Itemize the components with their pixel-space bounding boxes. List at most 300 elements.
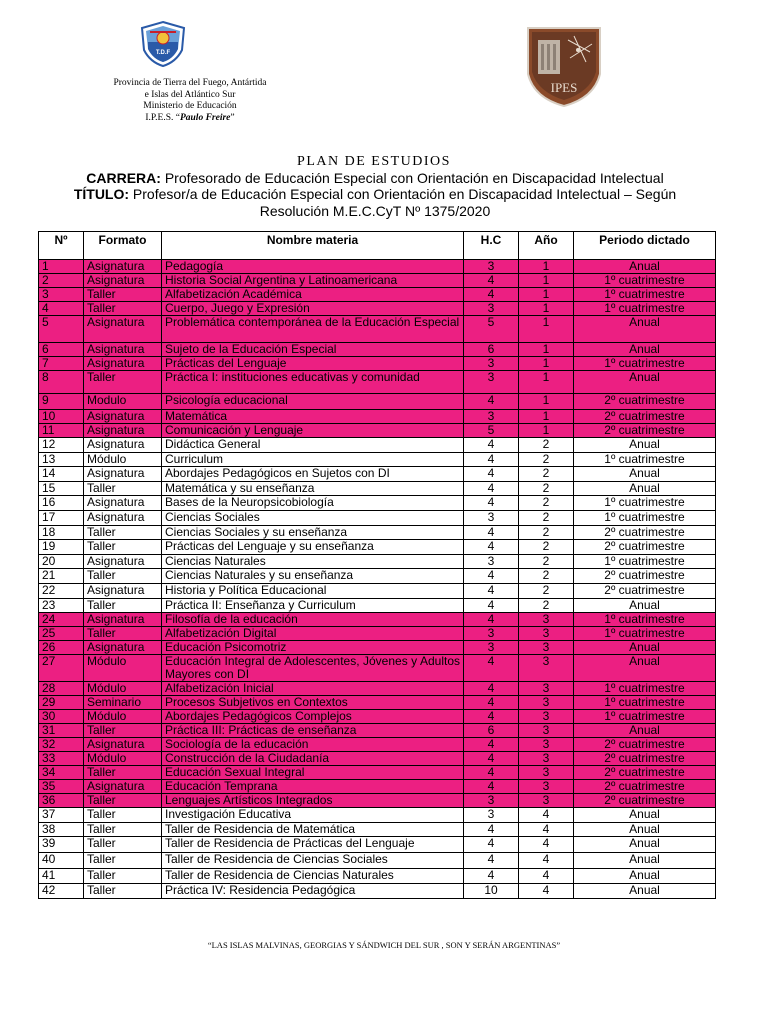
cell-period: 1º cuatrimestre — [574, 627, 716, 641]
cell-format: Asignatura — [84, 738, 162, 752]
table-row — [39, 452, 716, 467]
cell-subject-name: Prácticas del Lenguaje y su enseñanza — [162, 540, 464, 555]
cell-hours: 3 — [464, 627, 519, 641]
table-row — [39, 302, 716, 316]
cell-period: Anual — [574, 343, 716, 357]
cell-number: 19 — [39, 540, 84, 555]
titulo-value: Profesor/a de Educación Especial con Orientación en Discapacidad Intelectual – Según Resolución M.E.C.CyT Nº 1375/2020 — [129, 186, 677, 219]
carrera-label: CARRERA: — [86, 170, 161, 186]
cell-year: 2 — [519, 481, 574, 496]
table-row — [39, 869, 716, 884]
table-row — [39, 260, 716, 274]
cell-period: 2º cuatrimestre — [574, 410, 716, 424]
cell-number: 38 — [39, 822, 84, 837]
cell-subject-name: Bases de la Neuropsicobiología — [162, 496, 464, 511]
cell-hours: 4 — [464, 752, 519, 766]
cell-subject-name: Curriculum — [162, 452, 464, 467]
cell-number: 16 — [39, 496, 84, 511]
cell-hours: 10 — [464, 883, 519, 898]
cell-format: Asignatura — [84, 554, 162, 569]
cell-format: Taller — [84, 808, 162, 823]
cell-hours: 4 — [464, 780, 519, 794]
header-format: Formato — [84, 232, 162, 260]
cell-period: Anual — [574, 260, 716, 274]
cell-subject-name: Pedagogía — [162, 260, 464, 274]
cell-hours: 4 — [464, 438, 519, 453]
cell-year: 3 — [519, 613, 574, 627]
cell-number: 17 — [39, 510, 84, 525]
cell-year: 1 — [519, 316, 574, 343]
table-row — [39, 780, 716, 794]
table-row — [39, 883, 716, 898]
cell-format: Taller — [84, 481, 162, 496]
cell-period: 2º cuatrimestre — [574, 569, 716, 584]
cell-format: Módulo — [84, 682, 162, 696]
cell-number: 12 — [39, 438, 84, 453]
cell-number: 24 — [39, 613, 84, 627]
cell-year: 3 — [519, 738, 574, 752]
table-row — [39, 808, 716, 823]
cell-hours: 4 — [464, 583, 519, 598]
cell-hours: 4 — [464, 481, 519, 496]
cell-year: 2 — [519, 554, 574, 569]
cell-year: 4 — [519, 869, 574, 884]
province-crest-logo — [138, 20, 188, 68]
table-row — [39, 274, 716, 288]
cell-period: 2º cuatrimestre — [574, 525, 716, 540]
cell-subject-name: Investigación Educativa — [162, 808, 464, 823]
cell-year: 3 — [519, 752, 574, 766]
cell-year: 3 — [519, 794, 574, 808]
cell-hours: 4 — [464, 613, 519, 627]
cell-period: Anual — [574, 641, 716, 655]
cell-format: Taller — [84, 598, 162, 613]
cell-hours: 4 — [464, 540, 519, 555]
cell-subject-name: Alfabetización Académica — [162, 288, 464, 302]
cell-period: Anual — [574, 371, 716, 394]
table-row — [39, 752, 716, 766]
cell-format: Taller — [84, 724, 162, 738]
table-row — [39, 554, 716, 569]
cell-number: 40 — [39, 853, 84, 869]
cell-period: 2º cuatrimestre — [574, 394, 716, 410]
table-row — [39, 822, 716, 837]
table-row — [39, 710, 716, 724]
cell-format: Asignatura — [84, 357, 162, 371]
cell-subject-name: Sujeto de la Educación Especial — [162, 343, 464, 357]
cell-format: Módulo — [84, 452, 162, 467]
cell-number: 22 — [39, 583, 84, 598]
cell-hours: 4 — [464, 496, 519, 511]
cell-year: 3 — [519, 710, 574, 724]
cell-format: Asignatura — [84, 583, 162, 598]
cell-format: Taller — [84, 569, 162, 584]
cell-period: Anual — [574, 467, 716, 482]
cell-subject-name: Práctica III: Prácticas de enseñanza — [162, 724, 464, 738]
cell-format: Asignatura — [84, 613, 162, 627]
cell-year: 1 — [519, 343, 574, 357]
cell-subject-name: Lenguajes Artísticos Integrados — [162, 794, 464, 808]
cell-period: Anual — [574, 316, 716, 343]
table-row — [39, 794, 716, 808]
cell-number: 29 — [39, 696, 84, 710]
cell-subject-name: Alfabetización Inicial — [162, 682, 464, 696]
cell-subject-name: Práctica IV: Residencia Pedagógica — [162, 883, 464, 898]
table-row — [39, 540, 716, 555]
cell-format: Taller — [84, 853, 162, 869]
cell-number: 28 — [39, 682, 84, 696]
table-row — [39, 288, 716, 302]
cell-format: Taller — [84, 822, 162, 837]
cell-subject-name: Práctica I: instituciones educativas y comunidad — [162, 371, 464, 394]
cell-hours: 4 — [464, 869, 519, 884]
cell-format: Seminario — [84, 696, 162, 710]
cell-year: 4 — [519, 853, 574, 869]
cell-number: 36 — [39, 794, 84, 808]
table-row — [39, 738, 716, 752]
cell-year: 2 — [519, 510, 574, 525]
table-row — [39, 371, 716, 394]
cell-format: Taller — [84, 540, 162, 555]
cell-subject-name: Didáctica General — [162, 438, 464, 453]
cell-subject-name: Alfabetización Digital — [162, 627, 464, 641]
cell-hours: 3 — [464, 641, 519, 655]
cell-subject-name: Matemática y su enseñanza — [162, 481, 464, 496]
cell-year: 2 — [519, 540, 574, 555]
cell-format: Taller — [84, 869, 162, 884]
table-row — [39, 357, 716, 371]
cell-subject-name: Taller de Residencia de Matemática — [162, 822, 464, 837]
cell-subject-name: Educación Temprana — [162, 780, 464, 794]
cell-year: 1 — [519, 357, 574, 371]
cell-format: Asignatura — [84, 780, 162, 794]
cell-format: Taller — [84, 302, 162, 316]
study-plan-table — [38, 231, 716, 899]
header-period: Periodo dictado — [574, 232, 716, 260]
cell-hours: 4 — [464, 837, 519, 853]
cell-period: Anual — [574, 598, 716, 613]
ipes-name: Paulo Freire — [179, 112, 231, 123]
plan-title: PLAN DE ESTUDIOS — [297, 154, 451, 169]
table-row — [39, 641, 716, 655]
table-row — [39, 696, 716, 710]
table-row — [39, 410, 716, 424]
titulo-label: TÍTULO: — [73, 186, 130, 202]
table-row — [39, 655, 716, 682]
cell-hours: 6 — [464, 724, 519, 738]
cell-format: Módulo — [84, 710, 162, 724]
cell-year: 1 — [519, 274, 574, 288]
cell-hours: 3 — [464, 357, 519, 371]
header-number: Nº — [39, 232, 84, 260]
cell-period: 1º cuatrimestre — [574, 496, 716, 511]
cell-subject-name: Ciencias Naturales y su enseñanza — [162, 569, 464, 584]
cell-format: Asignatura — [84, 496, 162, 511]
cell-hours: 5 — [464, 316, 519, 343]
cell-hours: 4 — [464, 274, 519, 288]
cell-number: 20 — [39, 554, 84, 569]
cell-hours: 6 — [464, 343, 519, 357]
cell-subject-name: Abordajes Pedagógicos en Sujetos con DI — [162, 467, 464, 482]
cell-subject-name: Ciencias Sociales — [162, 510, 464, 525]
cell-period: 2º cuatrimestre — [574, 780, 716, 794]
cell-period: 1º cuatrimestre — [574, 510, 716, 525]
cell-format: Módulo — [84, 752, 162, 766]
institution-header — [60, 78, 320, 124]
cell-year: 1 — [519, 288, 574, 302]
cell-subject-name: Prácticas del Lenguaje — [162, 357, 464, 371]
cell-number: 11 — [39, 424, 84, 438]
cell-subject-name: Abordajes Pedagógicos Complejos — [162, 710, 464, 724]
cell-number: 15 — [39, 481, 84, 496]
cell-year: 2 — [519, 452, 574, 467]
cell-number: 26 — [39, 641, 84, 655]
cell-period: 2º cuatrimestre — [574, 540, 716, 555]
cell-year: 3 — [519, 682, 574, 696]
cell-period: Anual — [574, 853, 716, 869]
cell-format: Taller — [84, 883, 162, 898]
cell-number: 18 — [39, 525, 84, 540]
cell-subject-name: Educación Sexual Integral — [162, 766, 464, 780]
cell-number: 34 — [39, 766, 84, 780]
cell-format: Taller — [84, 371, 162, 394]
cell-number: 14 — [39, 467, 84, 482]
cell-format: Taller — [84, 837, 162, 853]
cell-hours: 3 — [464, 510, 519, 525]
table-row — [39, 424, 716, 438]
cell-hours: 4 — [464, 598, 519, 613]
cell-format: Asignatura — [84, 641, 162, 655]
cell-period: Anual — [574, 655, 716, 682]
cell-year: 3 — [519, 696, 574, 710]
cell-year: 2 — [519, 525, 574, 540]
cell-hours: 3 — [464, 260, 519, 274]
cell-number: 1 — [39, 260, 84, 274]
table-row — [39, 598, 716, 613]
cell-year: 4 — [519, 822, 574, 837]
footer-slogan: “LAS ISLAS MALVINAS, GEORGIAS Y SÁNDWICH DEL SUR , SON Y SERÁN ARGENTINAS” — [207, 940, 561, 950]
cell-number: 39 — [39, 837, 84, 853]
institution-line: Provincia de Tierra del Fuego, Antártida — [113, 78, 267, 88]
cell-subject-name: Psicología educacional — [162, 394, 464, 410]
table-row — [39, 766, 716, 780]
table-row — [39, 682, 716, 696]
cell-subject-name: Taller de Residencia de Prácticas del Lenguaje — [162, 837, 464, 853]
cell-period: Anual — [574, 724, 716, 738]
cell-subject-name: Problemática contemporánea de la Educación Especial — [162, 316, 464, 343]
header-hours: H.C — [464, 232, 519, 260]
cell-period: 2º cuatrimestre — [574, 752, 716, 766]
cell-year: 1 — [519, 424, 574, 438]
cell-number: 6 — [39, 343, 84, 357]
cell-hours: 4 — [464, 525, 519, 540]
cell-year: 3 — [519, 655, 574, 682]
cell-number: 25 — [39, 627, 84, 641]
cell-period: 1º cuatrimestre — [574, 274, 716, 288]
cell-hours: 3 — [464, 371, 519, 394]
cell-format: Taller — [84, 525, 162, 540]
cell-period: Anual — [574, 822, 716, 837]
cell-year: 2 — [519, 467, 574, 482]
cell-subject-name: Ciencias Naturales — [162, 554, 464, 569]
cell-subject-name: Procesos Subjetivos en Contextos — [162, 696, 464, 710]
cell-period: Anual — [574, 481, 716, 496]
cell-hours: 4 — [464, 288, 519, 302]
cell-year: 4 — [519, 883, 574, 898]
cell-subject-name: Construcción de la Ciudadanía — [162, 752, 464, 766]
cell-period: 1º cuatrimestre — [574, 710, 716, 724]
cell-hours: 3 — [464, 808, 519, 823]
cell-subject-name: Cuerpo, Juego y Expresión — [162, 302, 464, 316]
table-row — [39, 343, 716, 357]
cell-subject-name: Práctica II: Enseñanza y Curriculum — [162, 598, 464, 613]
cell-number: 8 — [39, 371, 84, 394]
cell-period: 1º cuatrimestre — [574, 452, 716, 467]
ipes-line: I.P.E.S. “Paulo Freire” — [145, 112, 235, 123]
cell-period: 1º cuatrimestre — [574, 696, 716, 710]
cell-number: 33 — [39, 752, 84, 766]
cell-format: Asignatura — [84, 467, 162, 482]
cell-number: 5 — [39, 316, 84, 343]
table-row — [39, 394, 716, 410]
cell-subject-name: Ciencias Sociales y su enseñanza — [162, 525, 464, 540]
cell-hours: 4 — [464, 710, 519, 724]
cell-number: 4 — [39, 302, 84, 316]
table-row — [39, 724, 716, 738]
cell-format: Taller — [84, 794, 162, 808]
cell-hours: 5 — [464, 424, 519, 438]
cell-format: Asignatura — [84, 274, 162, 288]
cell-number: 7 — [39, 357, 84, 371]
cell-subject-name: Educación Integral de Adolescentes, Jóvenes y Adultos Mayores con DI — [162, 655, 464, 682]
cell-format: Asignatura — [84, 343, 162, 357]
cell-number: 42 — [39, 883, 84, 898]
cell-period: 1º cuatrimestre — [574, 554, 716, 569]
cell-period: 2º cuatrimestre — [574, 738, 716, 752]
cell-period: 2º cuatrimestre — [574, 766, 716, 780]
cell-period: 1º cuatrimestre — [574, 682, 716, 696]
cell-hours: 3 — [464, 794, 519, 808]
cell-year: 1 — [519, 260, 574, 274]
cell-hours: 3 — [464, 554, 519, 569]
table-row — [39, 837, 716, 853]
cell-hours: 4 — [464, 569, 519, 584]
cell-period: 2º cuatrimestre — [574, 583, 716, 598]
cell-number: 2 — [39, 274, 84, 288]
table-row — [39, 613, 716, 627]
cell-format: Asignatura — [84, 510, 162, 525]
cell-format: Taller — [84, 288, 162, 302]
cell-number: 30 — [39, 710, 84, 724]
carrera-value: Profesorado de Educación Especial con Orientación en Discapacidad Intelectual — [160, 170, 664, 186]
cell-number: 23 — [39, 598, 84, 613]
cell-year: 2 — [519, 496, 574, 511]
cell-number: 9 — [39, 394, 84, 410]
cell-hours: 4 — [464, 822, 519, 837]
cell-hours: 4 — [464, 696, 519, 710]
cell-period: 1º cuatrimestre — [574, 288, 716, 302]
cell-subject-name: Taller de Residencia de Ciencias Sociales — [162, 853, 464, 869]
cell-hours: 4 — [464, 394, 519, 410]
table-header-row — [39, 232, 716, 260]
cell-period: 2º cuatrimestre — [574, 424, 716, 438]
table-row — [39, 627, 716, 641]
cell-number: 32 — [39, 738, 84, 752]
cell-period: 1º cuatrimestre — [574, 357, 716, 371]
table-row — [39, 583, 716, 598]
cell-subject-name: Matemática — [162, 410, 464, 424]
cell-number: 10 — [39, 410, 84, 424]
svg-text:T.D.F: T.D.F — [155, 50, 171, 56]
cell-period: Anual — [574, 808, 716, 823]
cell-year: 3 — [519, 766, 574, 780]
cell-number: 3 — [39, 288, 84, 302]
cell-format: Asignatura — [84, 316, 162, 343]
table-row — [39, 569, 716, 584]
cell-subject-name: Comunicación y Lenguaje — [162, 424, 464, 438]
cell-format: Módulo — [84, 655, 162, 682]
cell-number: 13 — [39, 452, 84, 467]
cell-year: 3 — [519, 780, 574, 794]
carrera-line — [40, 170, 710, 187]
institution-line: e Islas del Atlántico Sur — [144, 89, 236, 100]
cell-period: Anual — [574, 837, 716, 853]
cell-format: Taller — [84, 766, 162, 780]
cell-period: 1º cuatrimestre — [574, 613, 716, 627]
cell-number: 31 — [39, 724, 84, 738]
svg-text:IPES: IPES — [550, 80, 578, 95]
cell-hours: 4 — [464, 766, 519, 780]
cell-hours: 4 — [464, 853, 519, 869]
cell-year: 3 — [519, 724, 574, 738]
cell-hours: 4 — [464, 452, 519, 467]
cell-year: 2 — [519, 438, 574, 453]
cell-format: Taller — [84, 627, 162, 641]
table-row — [39, 481, 716, 496]
cell-period: Anual — [574, 883, 716, 898]
cell-subject-name: Educación Psicomotriz — [162, 641, 464, 655]
table-body — [39, 260, 716, 899]
table-row — [39, 525, 716, 540]
ipes-seal-logo — [524, 22, 604, 108]
table-row — [39, 438, 716, 453]
cell-period: Anual — [574, 869, 716, 884]
cell-hours: 3 — [464, 302, 519, 316]
cell-hours: 4 — [464, 467, 519, 482]
cell-number: 35 — [39, 780, 84, 794]
cell-year: 2 — [519, 598, 574, 613]
cell-number: 21 — [39, 569, 84, 584]
cell-period: 2º cuatrimestre — [574, 794, 716, 808]
cell-period: 1º cuatrimestre — [574, 302, 716, 316]
cell-subject-name: Historia y Política Educacional — [162, 583, 464, 598]
cell-number: 37 — [39, 808, 84, 823]
cell-year: 1 — [519, 410, 574, 424]
cell-year: 4 — [519, 837, 574, 853]
table-row — [39, 510, 716, 525]
cell-hours: 4 — [464, 655, 519, 682]
header-subject-name: Nombre materia — [162, 232, 464, 260]
cell-year: 2 — [519, 569, 574, 584]
cell-year: 1 — [519, 371, 574, 394]
cell-format: Asignatura — [84, 438, 162, 453]
cell-year: 3 — [519, 641, 574, 655]
titulo-line — [40, 186, 710, 220]
header-year: Año — [519, 232, 574, 260]
cell-year: 2 — [519, 583, 574, 598]
cell-year: 3 — [519, 627, 574, 641]
cell-subject-name: Filosofía de la educación — [162, 613, 464, 627]
